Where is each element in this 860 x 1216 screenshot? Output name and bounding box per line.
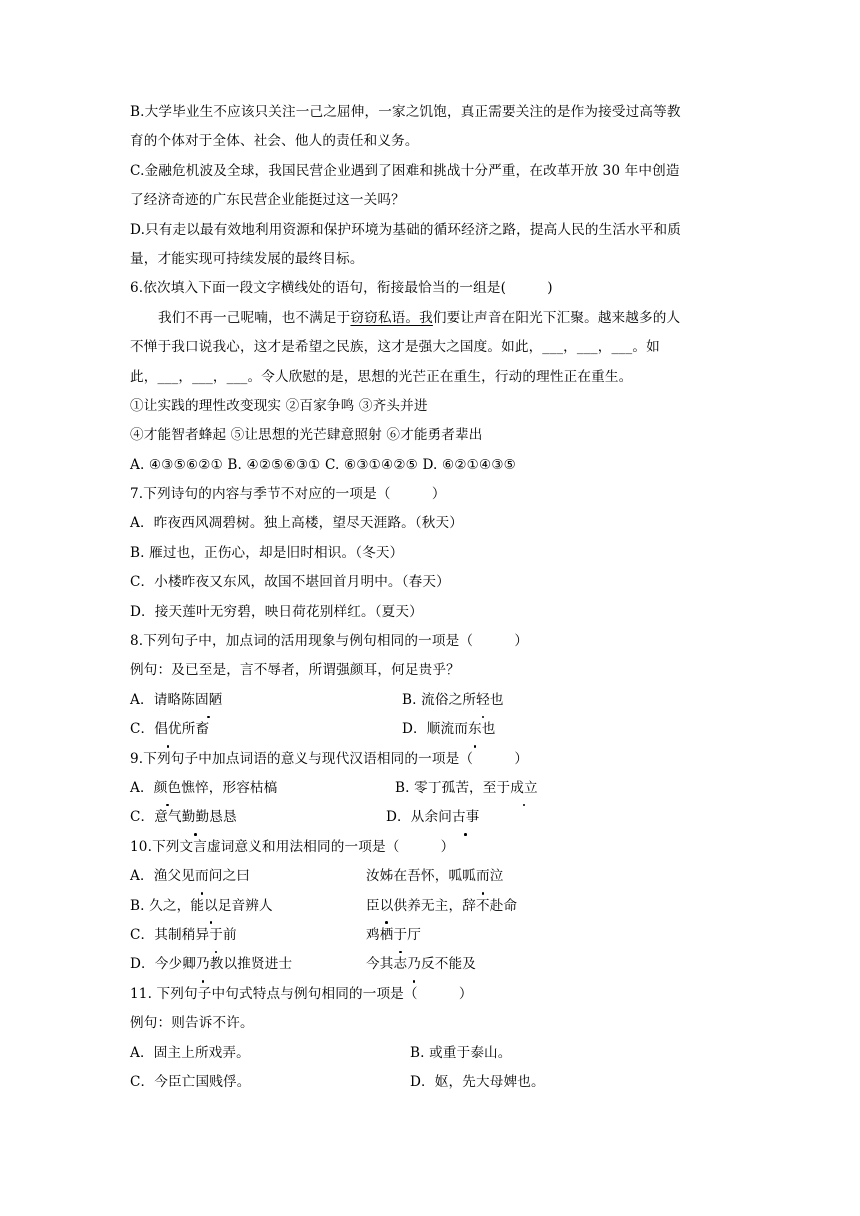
q10a-right [366,862,503,891]
q10b1-text-2: 足音辨人 [217,897,273,914]
q8-option-d [402,715,496,744]
q8d-text: D．顺流而 [402,721,469,738]
option-d-line-1: D.只有走以最有效地利用资源和保护环境为基础的循环经济之路，提高人民的生活水平和质 [130,221,682,238]
dotted-word: 乃 [407,950,421,979]
dotted-word: 东 [468,715,482,744]
dotted-word: 于 [394,921,408,950]
q8-option-b [402,686,504,715]
dotted-word: 于 [209,921,223,950]
q6-options-line-2: ④才能智者蜂起 ⑤让思想的光芒肆意照射 ⑥才能勇者辈出 [130,427,483,444]
q8c-text: C． [130,721,155,738]
q9-option-a [130,774,395,803]
exam-page [130,98,730,1097]
q10b-left [130,892,366,921]
q10a2-text-2: 泣 [489,868,504,885]
q10a1-text-2: 问之曰 [208,868,250,885]
q6-passage-text: 我们不再一己呢喃，也不满足于 [158,309,351,326]
q8-option-a [130,686,402,715]
dotted-word: 倡优 [154,715,182,744]
q9-options-row-2 [130,803,730,832]
q8a-text: A．请略陈 [130,691,195,708]
q11-options-row-2 [130,1068,730,1097]
q9c-text-2: 恳恳 [209,809,237,826]
q10d2-text: 今其志 [366,956,408,973]
q11-option-b: B. 或重于泰山。 [410,1044,512,1061]
q10d2-text-2: 反不能及 [420,956,476,973]
option-d-line-2: 量，才能实现可持续发展的最终目标。 [130,250,364,267]
dotted-word: 古事 [452,803,480,832]
q9a-text: A． [130,779,154,796]
dotted-word: 乃 [196,950,210,979]
q10d-left [130,950,366,979]
question-10: 10.下列文言虚词意义和用法相同的一项是（ ） [130,838,455,855]
q9b-text: B. 零丁孤苦，至于 [395,779,511,796]
q10-option-a [130,862,730,891]
q6-passage-text-2: 们要让声音在阳光下汇聚。越来越多的人 [432,309,681,326]
q10a2-text: 汝姊在吾怀，呱呱 [366,868,476,885]
q8b-text: B. 流俗之所 [402,691,477,708]
q10b2-text-2: 供养无主，辞不赴命 [393,897,518,914]
q11-options-row-1 [130,1039,730,1068]
q6-answers: A. ④③⑤⑥②① B. ④②⑤⑥③① C. ⑥③①④②⑤ D. ⑥②①④③⑤ [130,456,516,473]
dotted-word: 轻 [476,686,490,715]
dotted-word: 颜色 [154,774,182,803]
q10b1-text: B. 久之，能 [130,897,205,914]
q9d-text: D．从余问 [386,809,453,826]
q7-option-d: D．接天莲叶无穷碧，映日荷花别样红。（夏天） [130,603,423,620]
q10c-right [366,921,421,950]
q9a-text-2: 憔悴，形容枯槁 [181,779,278,796]
q10d1-text-2: 教以推贤进士 [209,956,293,973]
q7-option-a: A．昨夜西风凋碧树。独上高楼，望尽天涯路。（秋天） [130,515,464,532]
q10c2-text-2: 厅 [407,926,421,943]
q8b-text-2: 也 [489,691,504,708]
dotted-word: 以 [204,892,218,921]
q9c-text: C．意气 [130,809,182,826]
q7-option-c: C．小楼昨夜又东风，故国不堪回首月明中。（春天） [130,574,450,591]
option-b-line-1: B.大学毕业生不应该只关注一己之屈伸，一家之饥饱，真正需要关注的是作为接受过高等教 [130,104,681,120]
dotted-word: 而 [195,862,209,891]
q8d-text-2: 也 [481,721,496,738]
q6-underlined-text: 窃窃私语。我 [350,309,433,326]
q10-option-b [130,892,730,921]
q10b-right [366,892,517,921]
dotted-word: 勤勤 [182,803,210,832]
dotted-word: 成立 [510,774,538,803]
q10a1-text: A．渔父见 [130,868,195,885]
q10-option-c [130,921,730,950]
q9-option-b [395,774,538,803]
q7-option-b: B. 雁过也，正伤心，却是旧时相识。（冬天） [130,544,404,561]
question-8: 8.下列句子中，加点词的活用现象与例句相同的一项是（ ） [130,633,529,650]
option-c-line-1: C.金融危机波及全球，我国民营企业遇到了困难和挑战十分严重，在改革开放 30 年中创造 [130,162,680,179]
q10d-right [366,950,476,979]
dotted-word: 而 [476,862,490,891]
dotted-word: 固陋 [195,686,223,715]
q6-options-line-1: ①让实践的理性改变现实 ②百家争鸣 ③齐头并进 [130,397,428,414]
q10b2-text: 臣 [366,897,380,914]
q8-option-c [130,715,402,744]
q6-passage-line-3: 此，___，___，___。令人欣慰的是，思想的光芒正在重生，行动的理性正在重生。 [130,368,633,385]
question-11: 11. 下列句子中句式特点与例句相同的一项是（ ） [130,985,473,1002]
question-9: 9.下列句子中加点词语的意义与现代汉语相同的一项是（ ） [130,750,529,767]
q10-option-d [130,950,730,979]
q6-passage-line-1 [130,304,730,333]
q11-option-a: A．固主上所戏弄。 [130,1044,250,1061]
option-c-line-2: 了经济奇迹的广东民营企业能挺过这一关吗？ [130,192,405,209]
q9-option-c [130,803,386,832]
q8-example: 例句：及已至是，言不辱者，所谓强颜耳，何足贵乎？ [130,662,460,679]
q11-example: 例句：则告诉不许。 [130,1015,254,1032]
q10c-left [130,921,366,950]
q10c1-text: C．其制稍异 [130,926,210,943]
q8-options-row-2 [130,715,730,744]
q11-option-d: D．妪，先大母婢也。 [410,1073,545,1090]
q9-options-row-1 [130,774,730,803]
question-6: 6.依次填入下面一段文字横线处的语句，衔接最恰当的一组是( ) [130,280,553,297]
q10c2-text: 鸡栖 [366,926,394,943]
q10d1-text: D．今少卿 [130,956,197,973]
question-7: 7.下列诗句的内容与季节不对应的一项是（ ） [130,486,446,503]
q10c1-text-2: 前 [223,926,237,943]
q10a-left [130,862,366,891]
q6-passage-line-2: 不惮于我口说我心，这才是希望之民族，这才是强大之国度。如此，___，___，___。如 [130,339,660,356]
q8c-text-2: 所畜 [181,721,210,738]
dotted-word: 以 [380,892,394,921]
q9-option-d [386,803,480,832]
q11-option-c: C．今臣亡国贱俘。 [130,1073,251,1090]
q8-options-row-1 [130,686,730,715]
option-b-line-2: 育的个体对于全体、社会、他人的责任和义务。 [130,133,419,150]
